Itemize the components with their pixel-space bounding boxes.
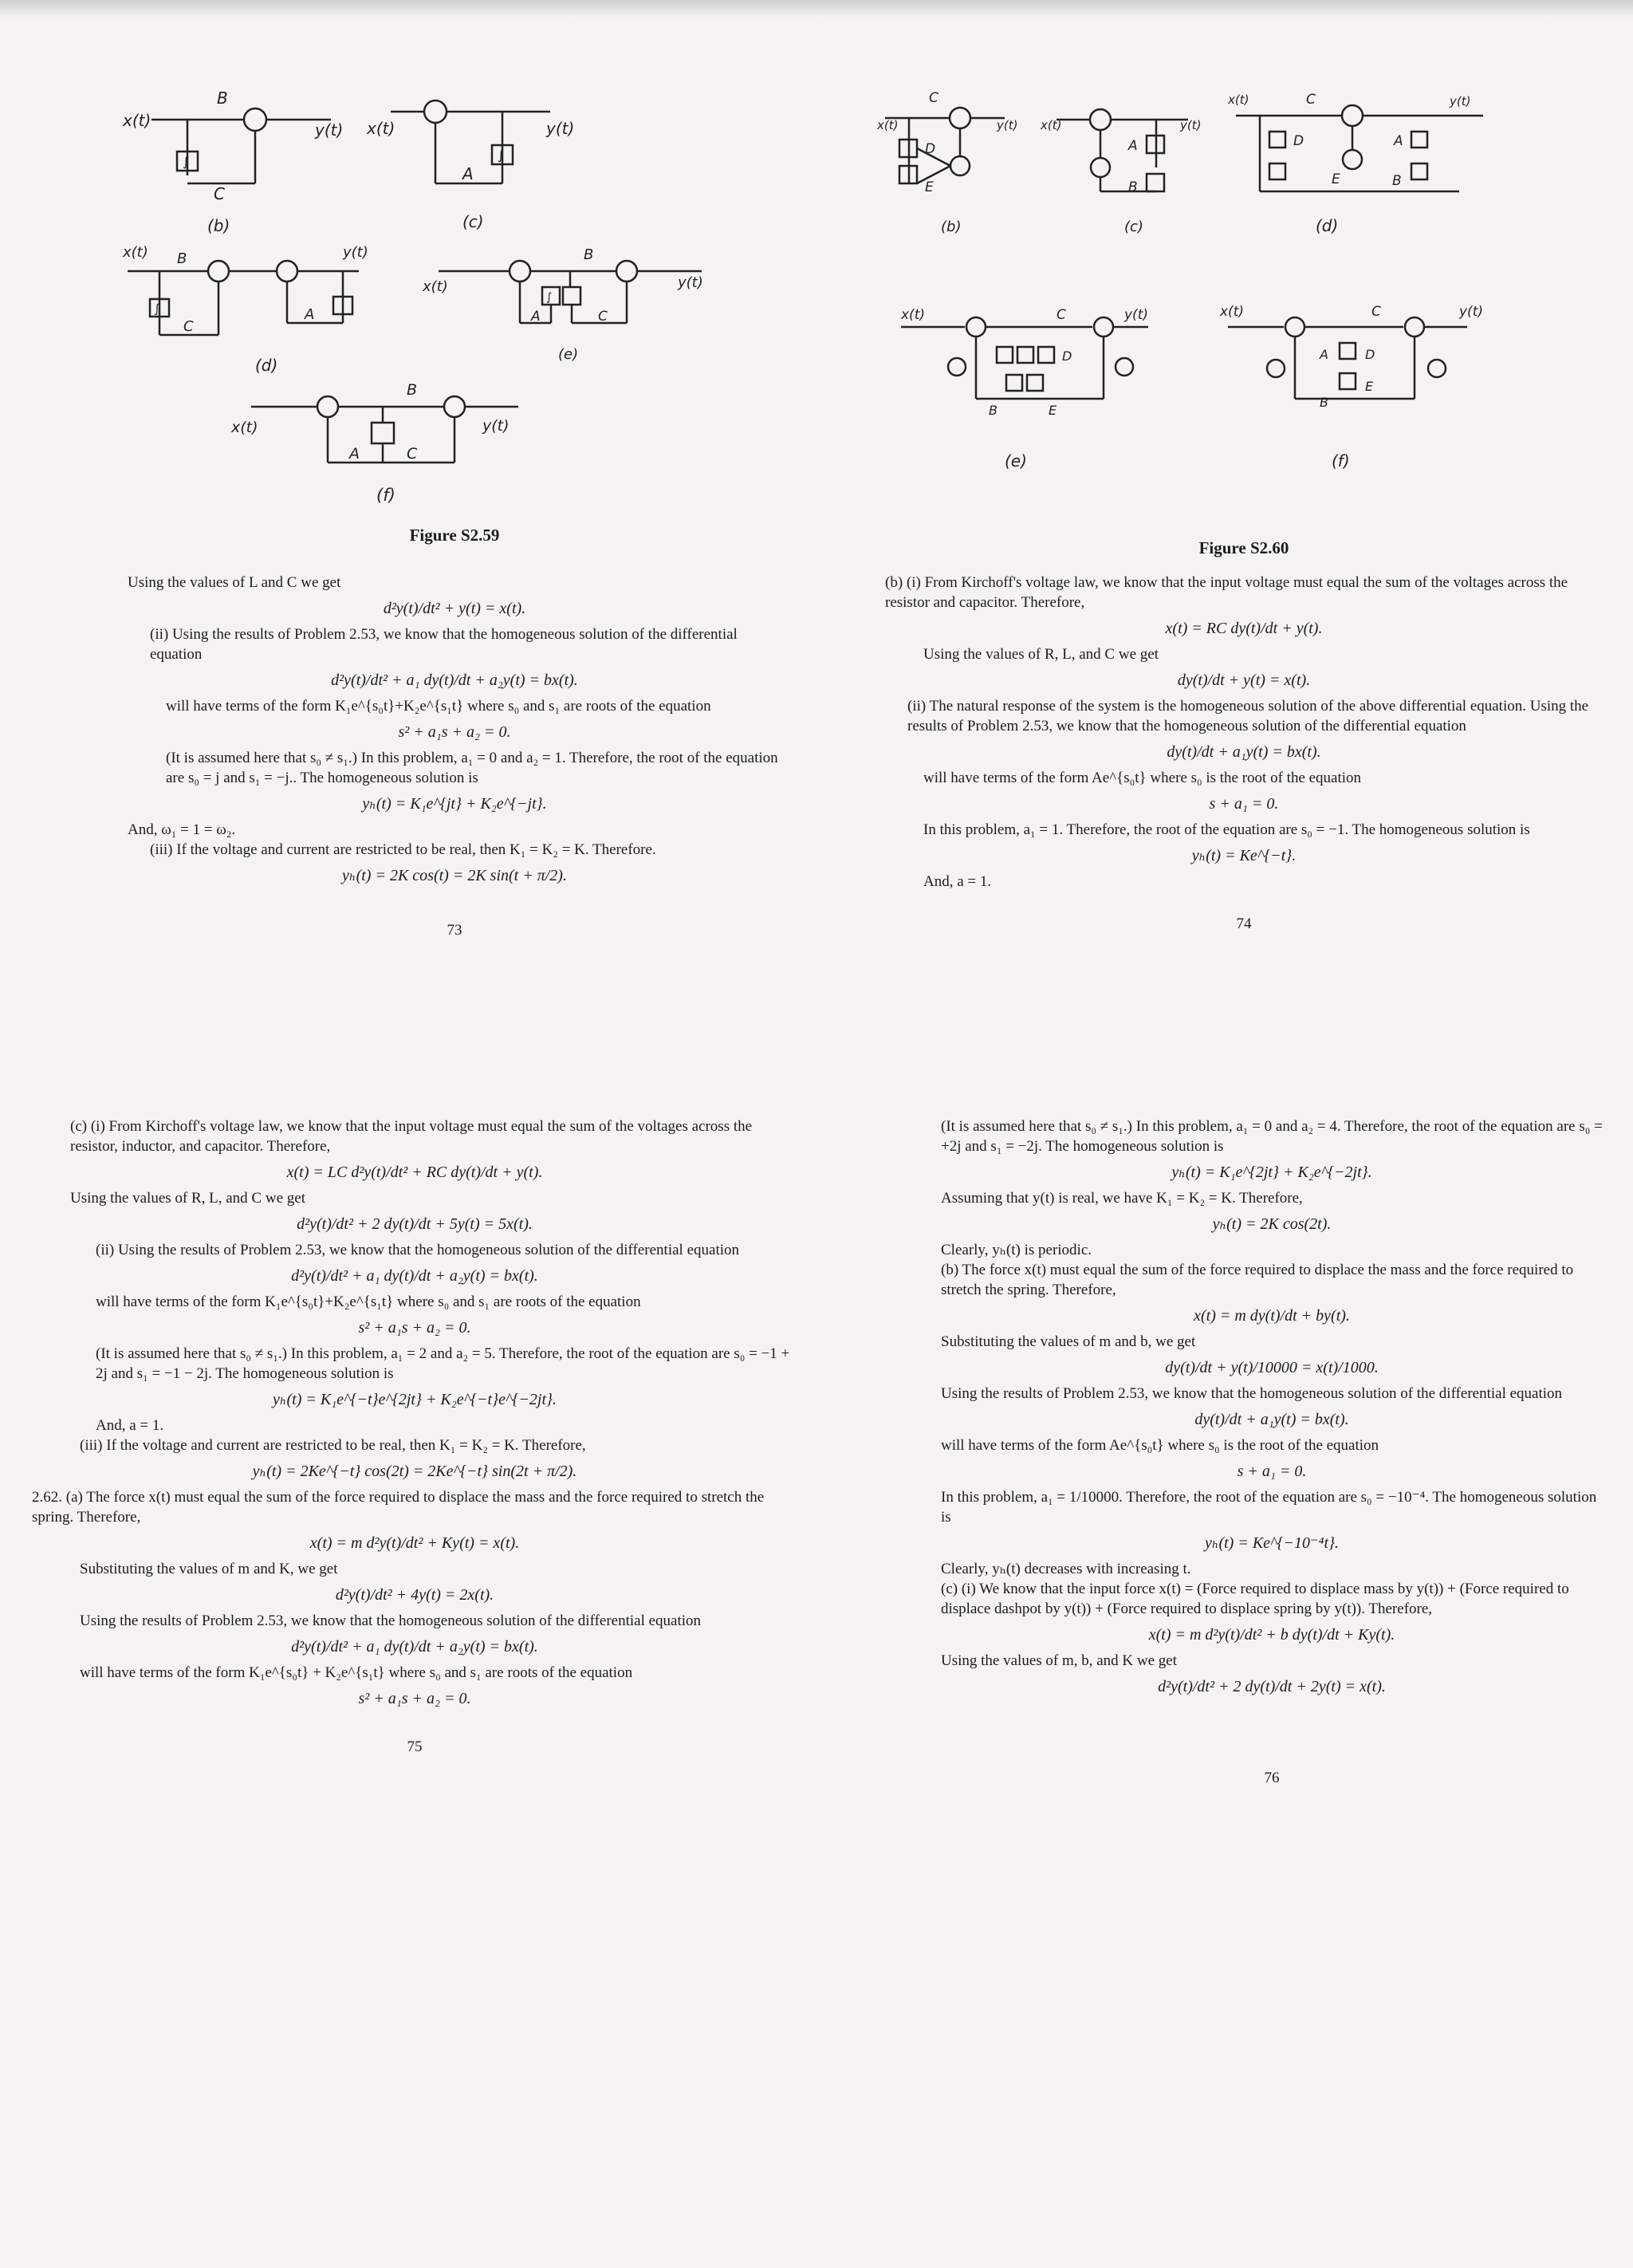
q4-text-1: (It is assumed here that s₀ ≠ s₁.) In this problem, a₁ = 0 and a₂ = 4. Therefore, the root of the equation are s₀ = +2j and s₁ = −2j. The homogeneous solution is [941,1118,1603,1155]
diagram-f [1219,304,1483,471]
q4-text-2: Assuming that y(t) is real, we have K₁ = K₂ = K. Therefore, [941,1190,1303,1207]
diagram-e-input: x(t) [423,278,448,295]
diagram-d-gain-a: A [1394,133,1403,149]
q4-eq-5: dy(t)/dt + a₁y(t) = bx(t). [1194,1411,1349,1428]
q4-eq-7: yₕ(t) = Ke^{−10⁻⁴t}. [1204,1534,1340,1552]
q1-eq-5: yₕ(t) = 2K cos(t) = 2K sin(t + π/2). [342,867,567,884]
q4-text-8: In this problem, a₁ = 1/10000. Therefore, the root of the equation are s₀ = −10⁻⁴. The homogeneous solution is [941,1489,1597,1526]
page-number-73: 73 [447,922,462,939]
diagram-f-input: x(t) [1220,304,1244,320]
q2-eq-1: x(t) = RC dy(t)/dt + y(t). [1165,620,1323,637]
diagram-f-output: y(t) [1459,304,1483,320]
diagram-c-output: y(t) [546,119,575,138]
q3-text-10: Using the results of Problem 2.53, we know that the homogeneous solution of the differential equation [80,1612,702,1629]
q3-eq-8: d²y(t)/dt² + 4y(t) = 2x(t). [335,1586,494,1604]
scan-edge [0,0,1633,18]
q2-text-4: will have terms of the form Ae^{s₀t} where s₀ is the root of the equation [923,770,1362,786]
diagram-f [230,381,518,505]
q3-eq-1: x(t) = LC d²y(t)/dt² + RC dy(t)/dt + y(t). [286,1164,543,1181]
diagram-b-caption: (b) [207,216,230,235]
q4-eq-4: dy(t)/dt + y(t)/10000 = x(t)/1000. [1165,1359,1379,1376]
q3-eq-2: d²y(t)/dt² + 2 dy(t)/dt + 5y(t) = 5x(t). [297,1215,533,1233]
q1-text-5: And, ω₁ = 1 = ω₂. [128,821,236,838]
q1-eq-2: d²y(t)/dt² + a₁ dy(t)/dt + a₂y(t) = bx(t). [331,671,578,689]
diagram-f-gain-e: E [1365,379,1374,394]
problem-number: 2.62. [32,1489,62,1506]
diagram-d-gain-d: D [1293,133,1304,149]
page-75 [32,1116,797,1756]
q4-eq-9: d²y(t)/dt² + 2 dy(t)/dt + 2y(t) = x(t). [1158,1678,1386,1695]
diagram-b-output: y(t) [997,118,1018,132]
diagram-e-gain-e: E [1049,403,1057,418]
q4-eq-8: x(t) = m d²y(t)/dt² + b dy(t)/dt + Ky(t). [1148,1626,1395,1644]
diagram-f-gain-a: A [349,445,360,463]
q4-text-4: (b) The force x(t) must equal the sum of the force required to displace the mass and the force required to stretch the spring. Therefore, [941,1262,1574,1298]
diagram-d-caption: (d) [255,356,278,375]
diagram-b-output: y(t) [315,120,344,140]
diagram-b-caption: (b) [941,219,962,235]
diagram-c-caption: (c) [462,212,484,231]
q3-text-2: Using the values of R, L, and C we get [70,1190,305,1207]
q1-text-4: (It is assumed here that s₀ ≠ s₁.) In this problem, a₁ = 0 and a₂ = 1. Therefore, the root of the equation are s₀ = j and s₁ = −j.. The homogeneous solution is [166,750,778,786]
diagram-f-caption: (f) [1332,451,1350,471]
q3-text-5: (It is assumed here that s₀ ≠ s₁.) In this problem, a₁ = 2 and a₂ = 5. Therefore, the root of the equation are s₀ = −1 + 2j and s₁ = −1 − 2j. The homogeneous solution is [96,1345,790,1382]
diagram-d-gain-b: B [177,250,187,267]
diagram-c-input: x(t) [367,119,395,138]
page-number-74: 74 [1236,915,1252,932]
q4-text-3: Clearly, yₕ(t) is periodic. [941,1242,1092,1258]
diagram-b-gain-c: C [929,90,938,106]
diagram-f-gain-c: C [1371,304,1381,320]
diagram-e-input: x(t) [901,307,925,323]
q4-eq-2: yₕ(t) = 2K cos(2t). [1212,1215,1332,1233]
diagram-d-output: y(t) [1450,94,1471,108]
diagram-e-gain-c: C [598,309,608,325]
q3-eq-4: s² + a₁s + a₂ = 0. [358,1319,471,1337]
diagram-c-integrator: ∫ [498,148,505,163]
q4-eq-1: yₕ(t) = K₁e^{2jt} + K₂e^{−2jt}. [1171,1164,1372,1181]
q4-text-6: Using the results of Problem 2.53, we know that the homogeneous solution of the differential equation [941,1385,1563,1402]
diagram-e-gain-b: B [584,246,594,263]
page-74 [877,72,1603,933]
q4-text-10: (c) (i) We know that the input force x(t) = (Force required to displace mass by y(t)) + (Force required to displace dashpot by y(t)) + (Force required to displace spring by y(t)). Therefore, [941,1581,1569,1617]
diagram-d-input: x(t) [1228,93,1249,107]
diagram-c-output: y(t) [1180,118,1202,132]
diagram-d-gain-a: A [305,306,315,323]
q2-eq-4: s + a₁ = 0. [1209,795,1279,813]
diagram-e-integrator: ∫ [546,291,553,304]
page-73 [123,72,781,939]
diagram-b-gain-b: B [217,89,228,108]
diagram-b-input: x(t) [877,118,899,132]
q1-eq-1: d²y(t)/dt² + y(t) = x(t). [383,600,526,617]
q4-text-5: Substituting the values of m and b, we get [941,1333,1196,1350]
figure-s2-59-caption: Figure S2.59 [409,526,500,545]
diagram-d-gain-c: C [1306,92,1316,108]
diagram-f-caption: (f) [376,486,395,505]
diagram-b-gain-e: E [925,179,934,195]
diagram-e-caption: (e) [1005,451,1027,471]
q1-text-1: Using the values of L and C we get [128,574,341,591]
diagram-f-input: x(t) [231,419,258,436]
diagram-d [122,244,368,375]
figure-s2-59-diagrams [123,72,781,518]
q4-text-11: Using the values of m, b, and K we get [941,1652,1178,1669]
page-number-75: 75 [407,1738,423,1755]
q3-problem-2-62 [32,1487,797,1527]
diagram-e-output: y(t) [1124,307,1148,323]
diagram-d-gain-e: E [1332,171,1340,187]
diagram-e [422,246,703,363]
diagram-c-gain-b: B [1128,179,1138,195]
diagram-f-gain-a: A [1320,347,1328,362]
diagram-b [876,90,1017,235]
diagram-d-input: x(t) [123,244,148,261]
q3-eq-7: x(t) = m d²y(t)/dt² + Ky(t) = x(t). [309,1534,520,1552]
q3-text-11: will have terms of the form K₁e^{s₀t} + K₂e^{s₁t} where s₀ and s₁ are roots of the equation [80,1664,633,1681]
q1-text-6: (iii) If the voltage and current are restricted to be real, then K₁ = K₂ = K. Therefore. [150,841,656,858]
q1-text-3: will have terms of the form K₁e^{s₀t}+K₂e^{s₁t} where s₀ and s₁ are roots of the equation [166,698,711,715]
figure-s2-60-caption: Figure S2.60 [1198,538,1289,557]
q3-eq-5: yₕ(t) = K₁e^{−t}e^{2jt} + K₂e^{−t}e^{−2jt}. [272,1391,557,1408]
diagram-e-gain-c: C [1057,307,1066,323]
q1-text-2: (ii) Using the results of Problem 2.53, we know that the homogeneous solution of the differential equation [150,626,738,663]
q2-text-2: Using the values of R, L, and C we get [923,646,1159,663]
diagram-d-output: y(t) [343,244,368,261]
q2-eq-5: yₕ(t) = Ke^{−t}. [1191,847,1297,864]
diagram-c-gain-a: A [1128,138,1138,154]
diagram-b-gain-c: C [214,184,225,203]
q2-text-5: In this problem, a₁ = 1. Therefore, the root of the equation are s₀ = −1. The homogeneous solution is [923,821,1530,838]
q3-eq-3: d²y(t)/dt² + a₁ dy(t)/dt + a₂y(t) = bx(t). [291,1267,538,1285]
diagram-d-gain-b: B [1392,173,1402,189]
diagram-c [366,100,574,231]
q4-text-7: will have terms of the form Ae^{s₀t} where s₀ is the root of the equation [941,1437,1379,1454]
q3-eq-6: yₕ(t) = 2Ke^{−t} cos(2t) = 2Ke^{−t} sin(2t + π/2). [252,1463,577,1480]
q2-text-6: And, a = 1. [923,873,992,890]
diagram-f-output: y(t) [482,417,510,435]
figure-s2-60-diagrams [877,72,1603,502]
q3-text-7: (iii) If the voltage and current are restricted to be real, then K₁ = K₂ = K. Therefore, [80,1437,586,1454]
q2-eq-3: dy(t)/dt + a₁y(t) = bx(t). [1167,743,1321,761]
q4-eq-3: x(t) = m dy(t)/dt + by(t). [1194,1307,1350,1325]
q3-text-1: (c) (i) From Kirchoff's voltage law, we know that the input voltage must equal the sum of the voltages across the resistor, inductor, and capacitor. Therefore, [70,1118,753,1155]
diagram-f-gain-b: B [407,381,418,399]
diagram-e-gain-a: A [531,309,541,325]
diagram-b [122,89,343,235]
diagram-b-integrator: ∫ [183,154,190,169]
q3-text-3: (ii) Using the results of Problem 2.53, we know that the homogeneous solution of the differential equation [96,1242,739,1258]
diagram-e-gain-d: D [1062,348,1072,364]
diagram-f-gain-b: B [1320,395,1328,410]
diagram-d-caption: (d) [1316,216,1339,235]
q3-eq-10: s² + a₁s + a₂ = 0. [358,1690,471,1707]
q1-eq-3: s² + a₁s + a₂ = 0. [398,723,511,741]
diagram-c-caption: (c) [1124,219,1143,235]
diagram-c [1040,109,1201,235]
diagram-c-input: x(t) [1041,118,1062,132]
diagram-e-output: y(t) [678,274,703,291]
page-76 [941,1116,1603,1787]
q4-eq-6: s + a₁ = 0. [1237,1463,1307,1480]
q3-text-8: (a) The force x(t) must equal the sum of the force required to displace the mass and the force required to stretch the spring. Therefore, [32,1489,765,1526]
diagram-d-integrator: ∫ [154,301,160,316]
diagram-d [1227,92,1483,235]
q4-text-9: Clearly, yₕ(t) decreases with increasing t. [941,1561,1191,1577]
q3-text-6: And, a = 1. [96,1417,164,1434]
q3-text-4: will have terms of the form K₁e^{s₀t}+K₂e^{s₁t} where s₀ and s₁ are roots of the equation [96,1293,641,1310]
diagram-e-gain-b: B [989,403,998,418]
diagram-b-input: x(t) [123,111,151,130]
q3-text-9: Substituting the values of m and K, we get [80,1561,338,1577]
q2-text-1: (b) (i) From Kirchoff's voltage law, we know that the input voltage must equal the sum of the voltages across the resistor and capacitor. Therefore, [885,574,1568,611]
diagram-f-gain-c: C [407,445,418,463]
page-number-76: 76 [1264,1770,1280,1786]
q3-eq-9: d²y(t)/dt² + a₁ dy(t)/dt + a₂y(t) = bx(t). [291,1638,538,1656]
diagram-d-gain-c: C [183,318,194,335]
q2-text-3: (ii) The natural response of the system is the homogeneous solution of the above differential equation. Using the results of Problem 2.53, we know that the homogeneous solution of the differential equation [907,698,1589,734]
diagram-e-caption: (e) [558,346,579,363]
diagram-b-gain-d: D [925,141,936,157]
diagram-c-gain-a: A [462,164,474,183]
q1-eq-4: yₕ(t) = K₁e^{jt} + K₂e^{−jt}. [362,795,547,813]
q2-eq-2: dy(t)/dt + y(t) = x(t). [1177,671,1311,689]
diagram-f-gain-d: D [1365,347,1375,362]
diagram-e [900,307,1148,471]
